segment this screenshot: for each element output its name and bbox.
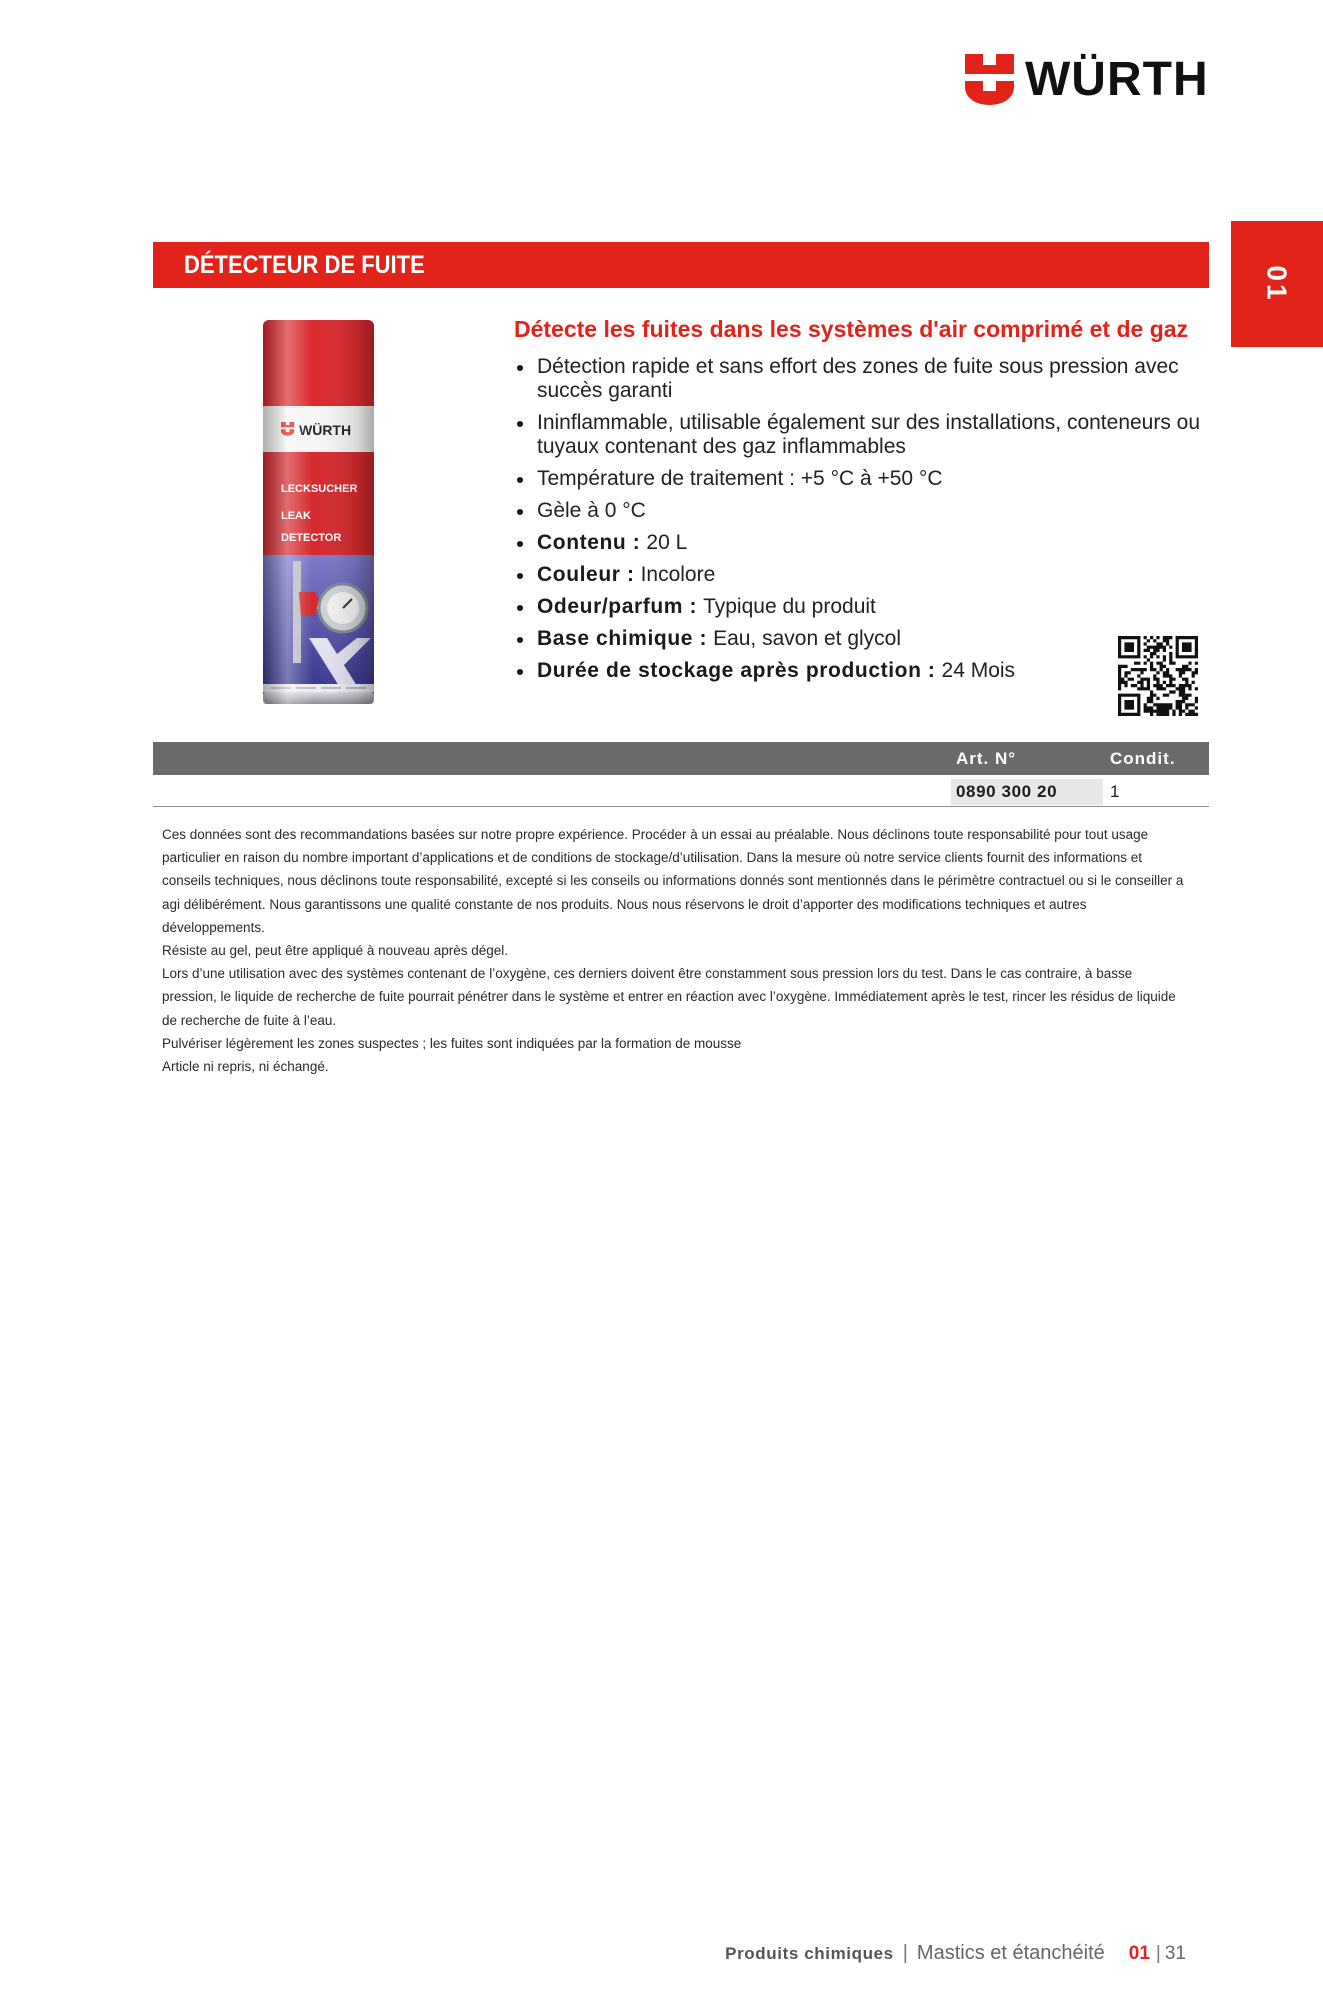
article-number-cell xyxy=(951,779,1103,805)
feature-value: Eau, savon et glycol xyxy=(713,627,902,650)
product-title: DÉTECTEUR DE FUITE xyxy=(184,251,425,279)
feature-label: Contenu : xyxy=(537,531,641,554)
header-article-number: Art. N° xyxy=(956,749,1017,768)
feature-value: Incolore xyxy=(640,563,716,586)
logo-mark-bottom xyxy=(965,81,1014,105)
page-footer xyxy=(725,1942,1186,1965)
feature-item-chemical-base xyxy=(514,627,1217,651)
bullet-dot xyxy=(517,541,523,547)
can-shading xyxy=(263,320,374,704)
feature-item-color xyxy=(514,563,1217,587)
note-frost: Résiste au gel, peut être appliqué à nouveau après dégel. xyxy=(162,943,508,959)
footer-subcategory: Mastics et étanchéité xyxy=(916,1942,1105,1964)
feature-list xyxy=(514,355,1217,683)
product-info xyxy=(514,314,1217,691)
logo-mark-top xyxy=(965,54,1014,74)
bullet-dot xyxy=(517,605,523,611)
bullet-dot xyxy=(517,669,523,675)
qr-code-icon xyxy=(1118,636,1198,716)
feature-label: Odeur/parfum : xyxy=(537,595,698,618)
product-title-bar xyxy=(153,242,1209,288)
feature-value: 20 L xyxy=(646,531,688,554)
feature-item xyxy=(514,355,1217,403)
packaging-value: 1 xyxy=(1110,782,1120,801)
feature-text: Ininflammable, utilisable également sur des installations, conteneurs ou tuyaux contenant des gaz inflammables xyxy=(537,411,1201,458)
note-oxygen: Lors d’une utilisation avec des systèmes contenant de l’oxygène, ces derniers doivent être constamment sous pression lors du test. Dans le cas contraire, à basse pression, le liquide de recherche de fuite pourrait pénétrer dans le système et entrer en réaction avec l’oxygène. Immédiatement après le test, rincer les résidus de liquide de recherche de fuite à l’eau. xyxy=(162,966,1176,1028)
table-row xyxy=(153,779,1209,807)
chapter-tab-number: 01 xyxy=(1262,265,1293,303)
feature-item-shelf-life xyxy=(514,659,1217,683)
bullet-dot xyxy=(517,509,523,515)
feature-item-contents xyxy=(514,531,1217,555)
wurth-logo-icon xyxy=(965,54,1014,105)
note-usage: Pulvériser légèrement les zones suspectes ; les fuites sont indiquées par la formation de mousse xyxy=(162,1035,742,1051)
feature-text: Détection rapide et sans effort des zones de fuite sous pression avec succès garanti xyxy=(537,355,1179,402)
table-header xyxy=(153,742,1209,775)
feature-text: Gèle à 0 °C xyxy=(537,499,646,522)
note-disclaimer: Ces données sont des recommandations basées sur notre propre expérience. Procéder à un essai au préalable. Nous déclinons toute responsabilité pour tout usage particulier en raison du nombre important d’applications et de conditions de stockage/d’utilisation. Dans la mesure où notre service clients fournit des informations et conseils techniques, nous déclinons toute responsabilité, excepté si les conseils ou informations donnés sont mentionnés dans le périmètre contractuel ou si le conseiller a agi délibérément. Nous garantissons une qualité constante de nos produits. Nous nous réservons le droit d’apporter des modifications techniques et autres développements. xyxy=(162,827,1184,935)
article-table xyxy=(153,742,1209,808)
feature-label: Couleur : xyxy=(537,563,635,586)
product-image-spray-can xyxy=(261,316,376,708)
note-return-policy: Article ni repris, ni échangé. xyxy=(162,1059,329,1075)
brand-logo xyxy=(965,54,1209,105)
bullet-dot xyxy=(517,573,523,579)
bullet-dot xyxy=(517,421,523,427)
footer-separator: | xyxy=(902,1942,908,1964)
footer-page-number: 31 xyxy=(1164,1943,1186,1964)
logo-wordmark: WÜRTH xyxy=(1025,53,1209,106)
feature-label: Durée de stockage après production : xyxy=(537,659,936,682)
feature-item xyxy=(514,467,1217,491)
feature-value: Typique du produit xyxy=(703,595,876,618)
feature-label: Base chimique : xyxy=(537,627,708,650)
feature-value: 24 Mois xyxy=(941,659,1016,682)
bullet-dot xyxy=(517,477,523,483)
bullet-dot xyxy=(517,365,523,371)
footer-page-separator: | xyxy=(1155,1943,1161,1964)
feature-text: Température de traitement : +5 °C à +50 °C xyxy=(537,467,943,490)
header-packaging: Condit. xyxy=(1110,749,1176,768)
article-number: 0890 300 20 xyxy=(956,782,1058,801)
chapter-tab xyxy=(1231,221,1323,347)
feature-item-odor xyxy=(514,595,1217,619)
footer-chapter: 01 xyxy=(1128,1943,1150,1964)
product-subtitle: Détecte les fuites dans les systèmes d'air comprimé et de gaz xyxy=(514,316,1189,342)
bullet-dot xyxy=(517,637,523,643)
feature-item xyxy=(514,499,1217,523)
footer-category: Produits chimiques xyxy=(725,1944,894,1963)
feature-item xyxy=(514,411,1217,459)
product-notes xyxy=(162,823,1190,1078)
